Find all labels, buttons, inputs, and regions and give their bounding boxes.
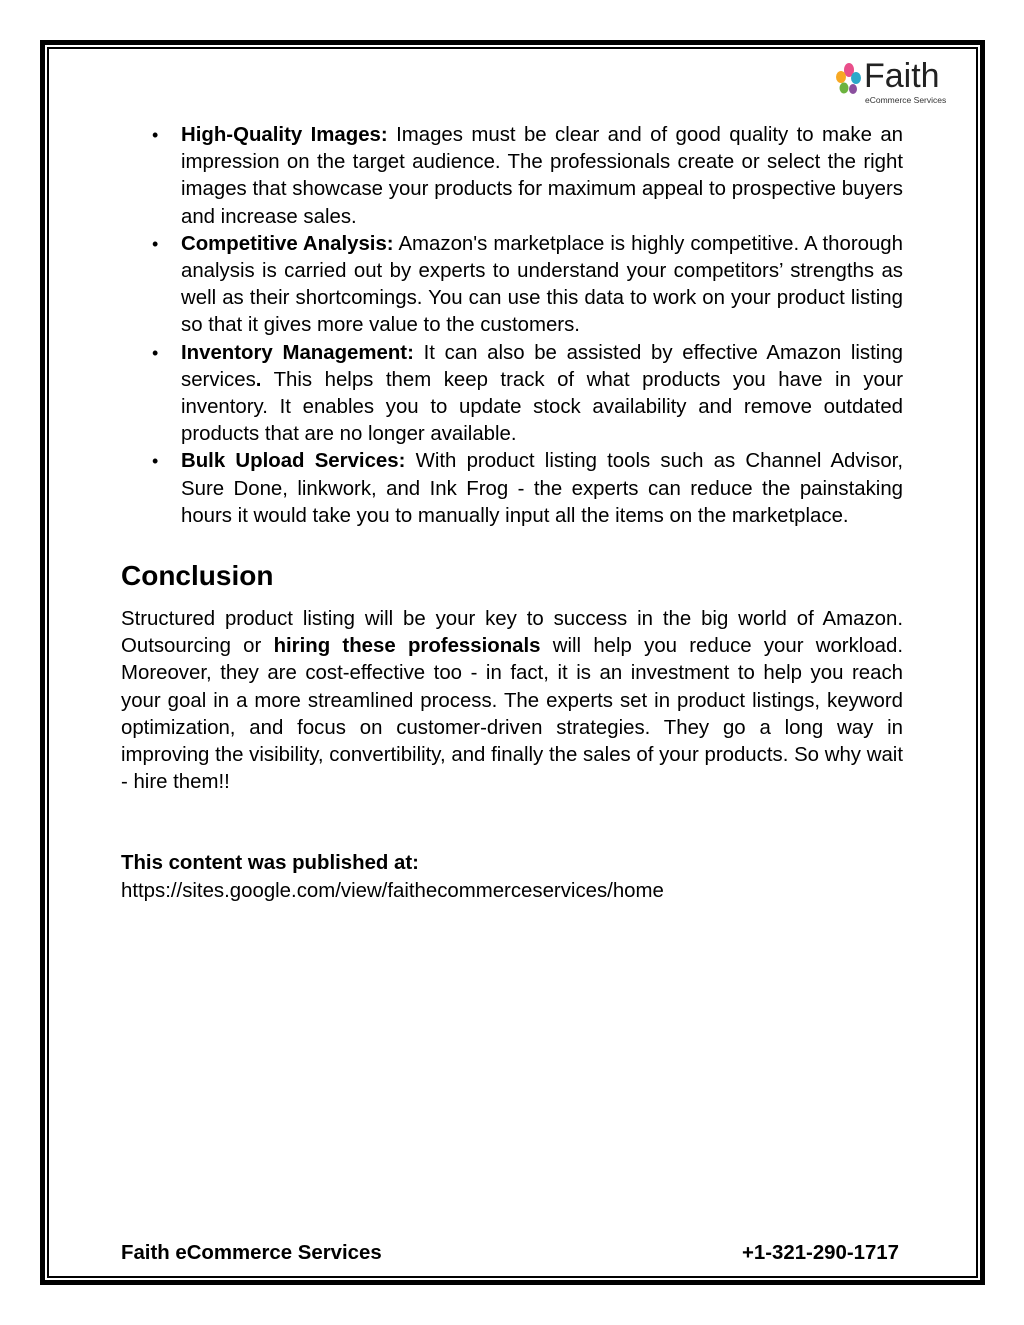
list-item-label: Inventory Management: [181, 341, 414, 364]
list-item-label: Bulk Upload Services: [181, 450, 406, 473]
flower-icon [834, 60, 864, 100]
bullet-icon: • [152, 342, 159, 363]
main-content [121, 122, 903, 905]
list-item-text: It can also be assisted by effective Amazon listing services [181, 341, 903, 391]
feature-list [121, 122, 903, 530]
conclusion-paragraph [121, 606, 903, 796]
list-item [121, 122, 903, 231]
published-label: This content was published at: [121, 852, 419, 875]
footer-phone: +1-321-290-1717 [741, 1242, 899, 1264]
footer-company: Faith eCommerce Services [121, 1242, 382, 1264]
logo-tagline: eCommerce Services [865, 95, 947, 105]
page-footer [121, 1240, 903, 1267]
list-item-bold-dot: . [255, 368, 262, 391]
list-item [121, 340, 903, 449]
conclusion-bold-phrase: hiring these professionals [273, 635, 541, 658]
list-item-label: Competitive Analysis: [181, 232, 394, 255]
published-block [121, 850, 903, 904]
list-item-text: With product listing tools such as Channel Advisor, Sure Done, linkwork, and Ink Frog - the experts can reduce the painstaking hours it would take you to manually input all the items on the marketplace. [181, 450, 903, 527]
conclusion-heading: Conclusion [121, 560, 274, 592]
list-item-text-after: This helps them keep track of what products you have in your inventory. It enables you to update stock availability and remove outdated products that are no longer available. [181, 368, 903, 446]
list-item-text: Amazon's marketplace is highly competitive. A thorough analysis is carried out by experts to understand your competitors’ strengths as well as their shortcomings. You can use this data to work on your product listing so that it gives more value to the customers. [181, 232, 903, 337]
logo-wordmark: Faith [864, 57, 940, 95]
list-item-label: High-Quality Images: [181, 124, 388, 146]
conclusion-text-after: will help you reduce your workload. Moreover, they are cost-effective too - in fact, it is an investment to help you reach your goal in a more streamlined process. The experts set in product listings, keyword optimization, and focus on customer-driven strategies. They go a long way in improving the visibility, convertibility, and finally the sales of your products. So why wait - hire them!! [121, 635, 904, 794]
faith-logo [834, 57, 954, 108]
list-item-text: Images must be clear and of good quality to make an impression on the target audience. The professionals create or select the right images that showcase your products for maximum appeal to prospective buyers and increase sales. [181, 124, 904, 228]
bullet-icon: • [152, 125, 159, 145]
list-item [121, 448, 903, 530]
conclusion-text-before: Structured product listing will be your key to success in the big world of Amazon. Outsourcing or [121, 608, 903, 658]
bullet-icon: • [152, 233, 159, 254]
published-url[interactable]: https://sites.google.com/view/faithecommerceservices/home [121, 879, 664, 902]
list-item [121, 231, 903, 340]
bullet-icon: • [152, 451, 159, 472]
